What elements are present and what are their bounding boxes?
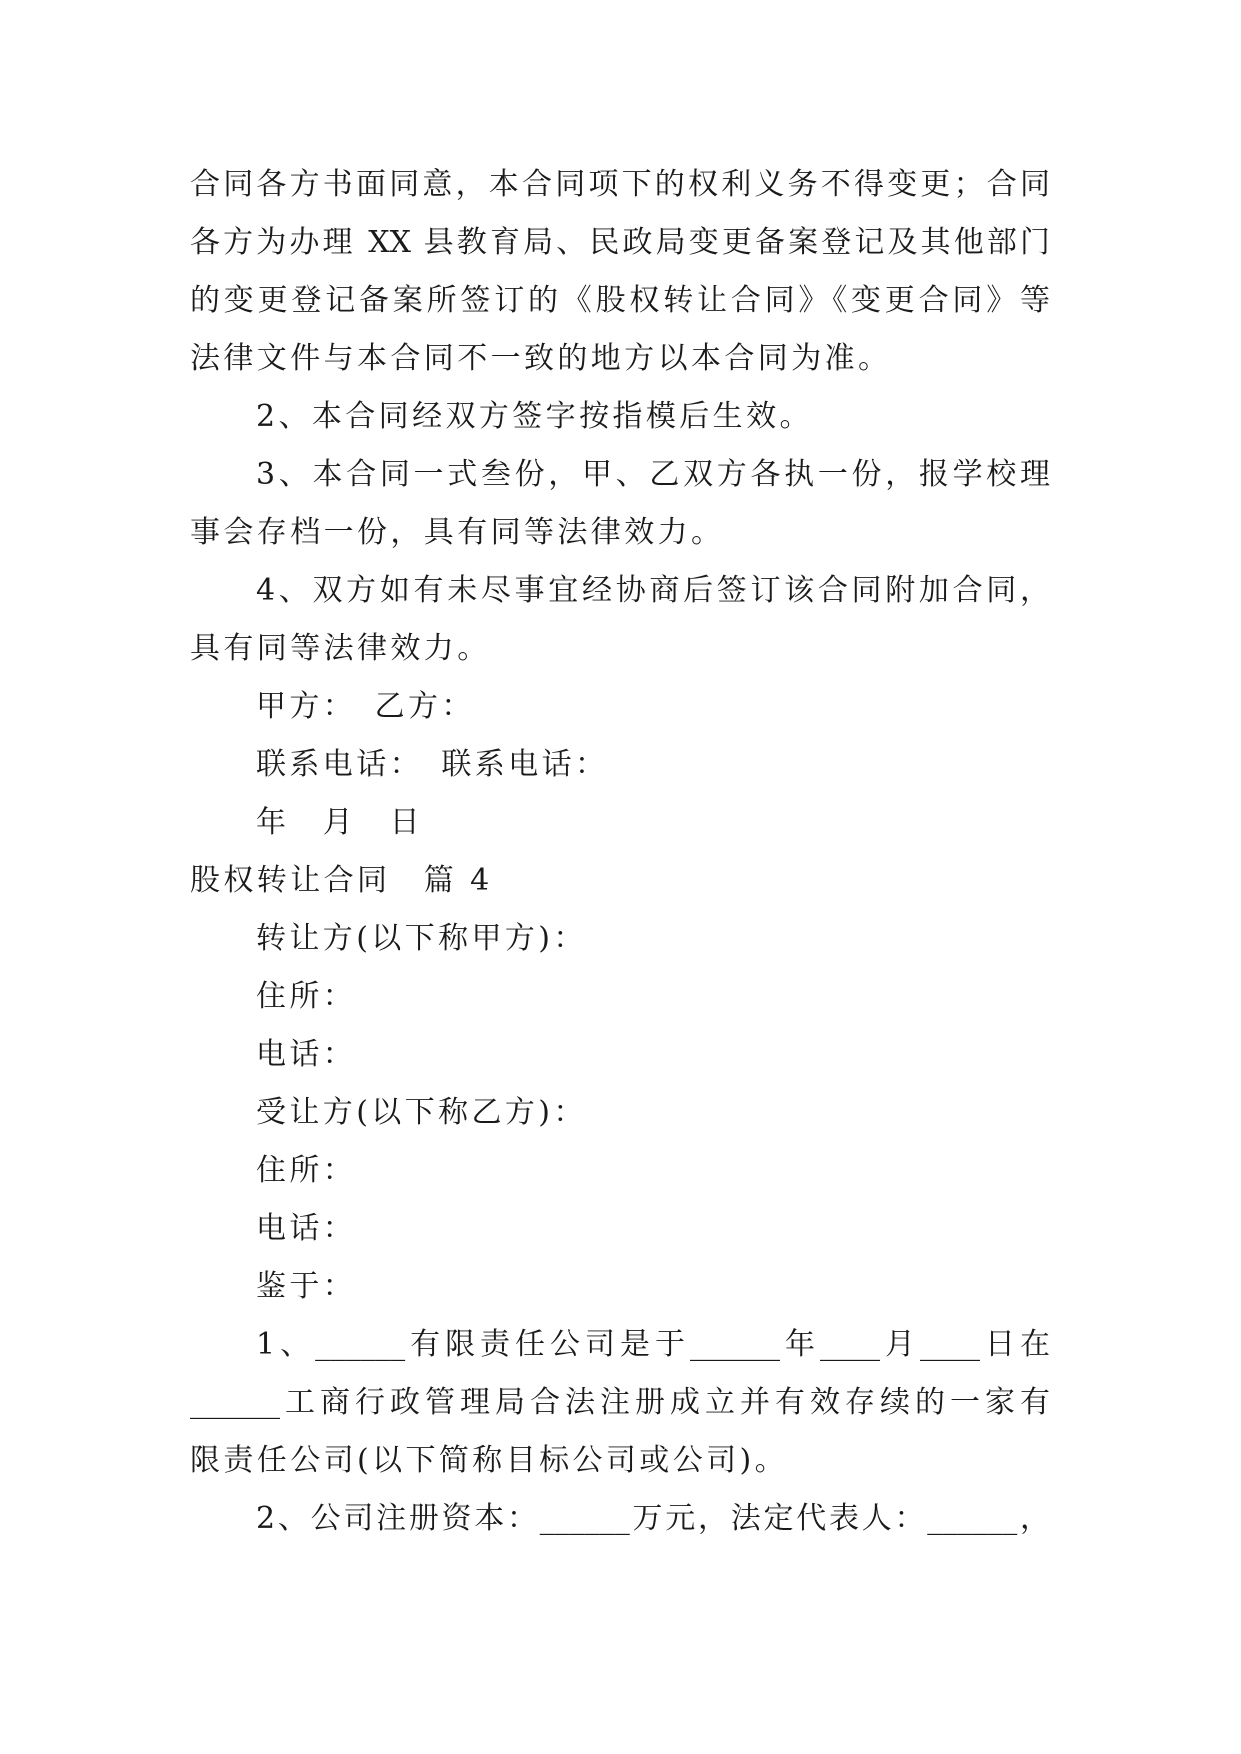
text-line: 的变更登记备案所签订的《股权转让合同》《变更合同》等 [190, 283, 1050, 318]
text-line: 2、本合同经双方签字按指模后生效。 [256, 399, 813, 434]
text-line: 联系电话： 联系电话： [256, 747, 609, 782]
text-line: 3、本合同一式叁份，甲、乙双方各执一份，报学校理 [256, 457, 1050, 492]
section-heading: 股权转让合同 篇 4 [190, 863, 493, 898]
text-line: 事会存档一份，具有同等法律效力。 [190, 515, 725, 550]
text-line: 电话： [256, 1037, 357, 1072]
text-line: 各方为办理 XX 县教育局、民政局变更备案登记及其他部门 [190, 225, 1050, 260]
text-line: 住所： [256, 979, 357, 1014]
text-line: 合同各方书面同意，本合同项下的权利义务不得变更；合同 [190, 167, 1050, 202]
text-line: 电话： [256, 1211, 357, 1246]
text-line: 甲方： 乙方： [256, 689, 475, 724]
text-line: 限责任公司(以下简称目标公司或公司)。 [190, 1443, 789, 1478]
text-line: ______工商行政管理局合法注册成立并有效存续的一家有 [190, 1385, 1050, 1420]
text-line: 4、双方如有未尽事宜经协商后签订该合同附加合同， [256, 573, 1050, 608]
text-line: 具有同等法律效力。 [190, 631, 491, 666]
text-line: 受让方(以下称乙方)： [256, 1095, 587, 1130]
text-line: 住所： [256, 1153, 357, 1188]
text-line: 转让方(以下称甲方)： [256, 921, 587, 956]
text-line: 1、______有限责任公司是于______年____月____日在 [256, 1327, 1050, 1362]
text-line: 年 月 日 [256, 805, 423, 840]
text-line: 鉴于： [256, 1269, 357, 1304]
text-line: 2、公司注册资本：______万元，法定代表人：______， [256, 1501, 1050, 1536]
text-line: 法律文件与本合同不一致的地方以本合同为准。 [190, 341, 892, 376]
